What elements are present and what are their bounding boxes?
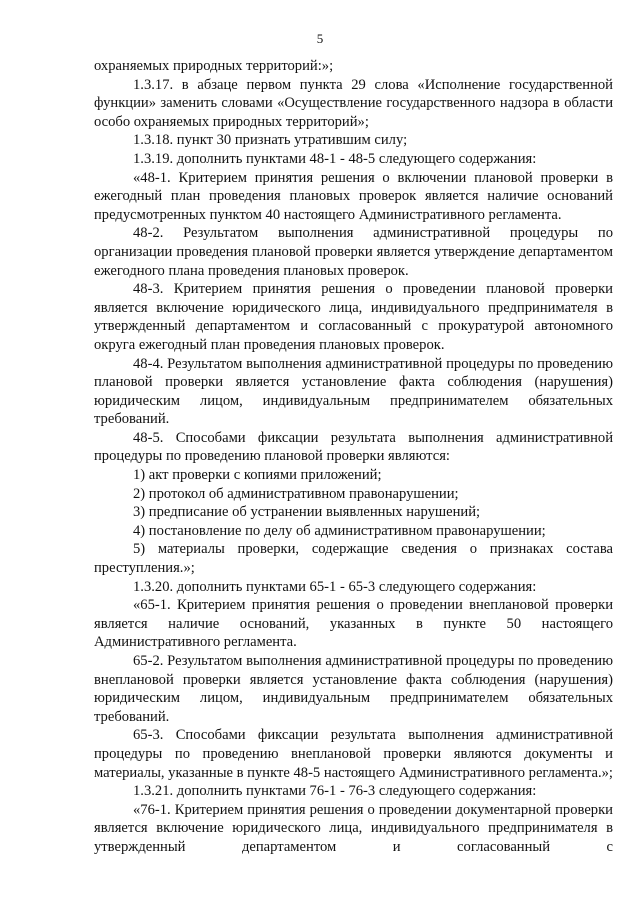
paragraph: 2) протокол об административном правонарушении; <box>133 485 459 502</box>
document-body <box>94 57 613 857</box>
paragraph: 1.3.20. дополнить пунктами 65-1 - 65-3 следующего содержания: <box>133 578 537 595</box>
paragraph: 48-3. Критерием принятия решения о проведении плановой проверки является включение юридического лица, индивидуального предпринимателя в утвержденный департаментом и согласованный с прокуратурой автономного округа ежегодный план проведения плановых проверок. <box>94 281 613 353</box>
page-number: 5 <box>316 31 324 46</box>
paragraph: «76-1. Критерием принятия решения о проведении документарной проверки является включение юридического лица, индивидуального предпринимателя в утвержденный департаментом и согласованный с <box>94 801 613 855</box>
paragraph: 48-2. Результатом выполнения административной процедуры по организации проведения плановой проверки является утверждение департаментом ежегодного плана проведения плановых проверок. <box>94 225 613 279</box>
paragraph: 1.3.19. дополнить пунктами 48-1 - 48-5 следующего содержания: <box>133 150 537 167</box>
paragraph: 1) акт проверки с копиями приложений; <box>133 467 382 484</box>
paragraph: 5) материалы проверки, содержащие сведения о признаках состава преступления.»; <box>94 541 613 577</box>
paragraph: охраняемых природных территорий:»; <box>94 58 334 74</box>
paragraph: 48-4. Результатом выполнения административной процедуры по проведению плановой проверки является установление факта соблюдения (нарушения) юридическим лицом, индивидуальным предпринимателем обязательных требований. <box>94 355 613 428</box>
paragraph: 65-2. Результатом выполнения административной процедуры по проведению внеплановой проверки является установление факта соблюдения (нарушения) юридическим лицом, индивидуальным предпринимателем обязательных требований. <box>94 653 613 725</box>
paragraph: 3) предписание об устранении выявленных нарушений; <box>133 504 481 521</box>
paragraph: 65-3. Способами фиксации результата выполнения административной процедуры по проведению внеплановой проверки являются документы и материалы, указанные в пункте 48-5 настоящего Административного регламента.»; <box>94 727 613 781</box>
paragraph: 48-5. Способами фиксации результата выполнения административной процедуры по проведению плановой проверки являются: <box>94 429 613 465</box>
paragraph: 4) постановление по делу об административном правонарушении; <box>133 522 546 539</box>
paragraph: 1.3.17. в абзаце первом пункта 29 слова «Исполнение государственной функции» заменить словами «Осуществление государственного надзора в области особо охраняемых природных территорий»; <box>94 76 613 130</box>
paragraph: 1.3.18. пункт 30 признать утратившим силу; <box>133 132 408 149</box>
paragraph: «48-1. Критерием принятия решения о включении плановой проверки в ежегодный план проведения плановых проверок является наличие оснований предусмотренных пунктом 40 настоящего Административного регламента. <box>94 169 613 223</box>
paragraph: 1.3.21. дополнить пунктами 76-1 - 76-3 следующего содержания: <box>133 783 537 800</box>
paragraph: «65-1. Критерием принятия решения о проведении внеплановой проверки является наличие оснований, указанных в пункте 50 настоящего Административного регламента. <box>94 597 613 651</box>
